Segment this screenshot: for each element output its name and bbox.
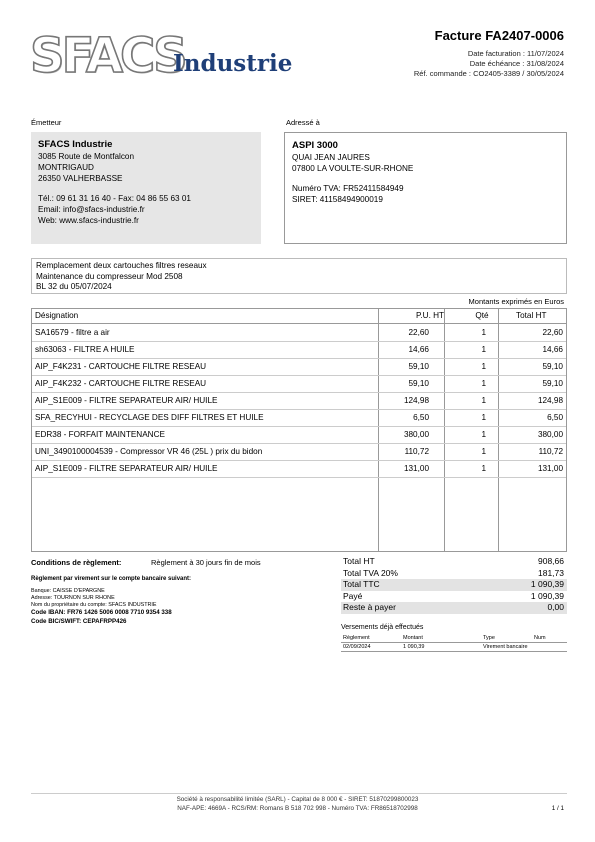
total-row (341, 591, 567, 603)
total-row (341, 579, 567, 591)
line-total: 110,72 (538, 447, 563, 456)
legal-footer (0, 796, 595, 813)
company-logo (30, 28, 293, 86)
line-unit-price: 131,00 (403, 464, 429, 473)
total-value: 0,00 (547, 602, 564, 612)
logo-brand: SFACS (30, 28, 185, 84)
recipient-name: ASPI 3000 (292, 140, 338, 151)
payments-header (341, 634, 567, 643)
line-unit-price: 14,66 (408, 345, 429, 354)
note-line-3: BL 32 du 05/07/2024 (36, 282, 112, 291)
line-total: 14,66 (542, 345, 563, 354)
line-quantity: 1 (481, 396, 486, 405)
total-label: Total HT (343, 556, 375, 566)
conditions-value: Règlement à 30 jours fin de mois (151, 558, 261, 567)
line-unit-price: 110,72 (404, 447, 429, 456)
line-total: 22,60 (542, 328, 563, 337)
table-row (32, 409, 566, 427)
line-unit-price: 124,98 (403, 396, 429, 405)
payment-row (341, 643, 567, 652)
line-quantity: 1 (481, 362, 486, 371)
footer-divider (31, 793, 567, 794)
invoice-title: Facture FA2407-0006 (434, 28, 564, 43)
line-total: 59,10 (542, 362, 563, 371)
emitter-label: Émetteur (31, 118, 62, 127)
table-row (32, 341, 566, 359)
bank-address: Adresse: TOURNON SUR RHONE (31, 595, 115, 601)
transfer-label: Règlement par virement sur le compte bancaire suivant: (31, 576, 192, 582)
emitter-address-1: 3085 Route de Montfalcon (38, 152, 135, 161)
header-total: Total HT (516, 311, 547, 320)
invoice-date: Date facturation : 11/07/2024 (467, 49, 564, 58)
total-value: 181,73 (538, 567, 564, 578)
invoice-lines-table (31, 308, 567, 552)
header-quantity: Qté (475, 311, 489, 320)
line-quantity: 1 (481, 413, 486, 422)
table-row (32, 426, 566, 444)
line-designation: UNI_3490100004539 - Compressor VR 46 (25L ) prix du bidon (35, 447, 263, 456)
line-total: 380,00 (537, 430, 563, 439)
line-designation: sh63063 - FILTRE A HUILE (35, 345, 135, 354)
table-row (32, 443, 566, 461)
line-designation: SFA_RECYHUI - RECYCLAGE DES DIFF FILTRES ET HUILE (35, 413, 264, 422)
line-quantity: 1 (481, 345, 486, 354)
recipient-vat: Numéro TVA: FR52411584949 (292, 184, 404, 193)
line-designation: AIP_S1E009 - FILTRE SEPARATEUR AIR/ HUILE (35, 464, 218, 473)
line-unit-price: 22,60 (408, 328, 429, 337)
note-line-2: Maintenance du compresseur Mod 2508 (36, 271, 183, 281)
total-label: Total TVA 20% (343, 567, 398, 578)
page-number: 1 / 1 (551, 805, 564, 812)
line-unit-price: 59,10 (408, 379, 429, 388)
line-total: 124,98 (537, 396, 563, 405)
recipient-siret: SIRET: 41158494900019 (292, 195, 383, 204)
line-quantity: 1 (481, 379, 486, 388)
table-row (32, 392, 566, 410)
recipient-box (284, 132, 567, 244)
bank-name: Banque: CAISSE D'EPARGNE (31, 588, 105, 594)
total-row (341, 602, 567, 614)
line-designation: AIP_F4K232 - CARTOUCHE FILTRE RESEAU (35, 379, 207, 388)
emitter-box (31, 132, 261, 244)
line-quantity: 1 (481, 464, 486, 473)
bic: Code BIC/SWIFT: CEPAFRPP426 (31, 618, 127, 625)
recipient-address-1: QUAI JEAN JAURES (292, 153, 370, 162)
recipient-label: Adressé à (286, 118, 320, 127)
order-reference: Réf. commande : CO2405-3389 / 30/05/2024 (413, 69, 564, 78)
account-owner: Nom du propriétaire du compte: SFACS INDUSTRIE (31, 602, 157, 608)
payment-date: 02/09/2024 (343, 644, 371, 650)
line-unit-price: 59,10 (408, 362, 429, 371)
footer-line-2: NAF-APE: 4669A - RCS/RM: Romans B 518 702 998 - Numéro TVA: FR86518702998 (177, 804, 418, 812)
line-quantity: 1 (481, 447, 486, 456)
header-unit-price: P.U. HT (416, 311, 445, 320)
table-row (32, 358, 566, 376)
table-row (32, 375, 566, 393)
payments-header-payment: Règlement (343, 635, 370, 641)
note-line-1: Remplacement deux cartouches filtres reseaux (36, 261, 207, 270)
emitter-name: SFACS Industrie (38, 139, 113, 150)
line-designation: AIP_S1E009 - FILTRE SEPARATEUR AIR/ HUILE (35, 396, 218, 405)
emitter-address-2: MONTRIGAUD (38, 163, 94, 172)
total-row (341, 568, 567, 580)
line-total: 131,00 (537, 464, 563, 473)
total-label: Reste à payer (343, 602, 396, 612)
total-value: 1 090,39 (530, 590, 564, 601)
payments-header-num: Num (534, 635, 546, 641)
total-value: 1 090,39 (530, 579, 564, 589)
line-unit-price: 6,50 (413, 413, 429, 422)
total-row (341, 556, 567, 568)
total-value: 908,66 (538, 556, 564, 566)
total-label: Total TTC (343, 579, 380, 589)
payment-conditions (31, 558, 261, 567)
footer-line-1: Société à responsabilité limitée (SARL) - Capital de 8 000 € - SIRET: 51870299800023 (176, 796, 419, 803)
invoice-note (31, 258, 567, 294)
logo-subtitle: Industrie (173, 50, 293, 77)
recipient-address-2: 07800 LA VOULTE-SUR-RHONE (292, 164, 414, 173)
payment-type: Virement bancaire (483, 644, 528, 650)
total-label: Payé (343, 590, 363, 601)
table-row (32, 324, 566, 342)
iban: Code IBAN: FR76 1426 5006 0008 7710 9354 338 (31, 609, 172, 616)
emitter-phone: Tél.: 09 61 31 16 40 - Fax: 04 86 55 63 01 (38, 194, 191, 203)
table-row (32, 460, 566, 478)
line-total: 59,10 (542, 379, 563, 388)
line-designation: SA16579 - filtre a air (35, 328, 110, 337)
line-unit-price: 380,00 (403, 430, 429, 439)
line-designation: EDR38 - FORFAIT MAINTENANCE (35, 430, 165, 439)
emitter-email[interactable]: Email: info@sfacs-industrie.fr (38, 205, 145, 214)
line-designation: AIP_F4K231 - CARTOUCHE FILTRE RESEAU (35, 362, 207, 371)
due-date: Date échéance : 31/08/2024 (469, 59, 564, 68)
conditions-label: Conditions de règlement: (31, 558, 122, 567)
payments-header-type: Type (483, 635, 495, 641)
line-quantity: 1 (481, 430, 486, 439)
emitter-website[interactable]: Web: www.sfacs-industrie.fr (38, 216, 139, 225)
emitter-address-3: 26350 VALHERBASSE (38, 174, 123, 183)
currency-note: Montants exprimés en Euros (468, 297, 564, 306)
payments-header-amount: Montant (403, 635, 423, 641)
payment-amount: 1 090,39 (403, 644, 425, 650)
header-designation: Désignation (35, 311, 79, 320)
line-total: 6,50 (547, 413, 563, 422)
line-quantity: 1 (481, 328, 486, 337)
payments-title: Versements déjà effectués (341, 624, 424, 631)
payments-table (341, 634, 567, 652)
